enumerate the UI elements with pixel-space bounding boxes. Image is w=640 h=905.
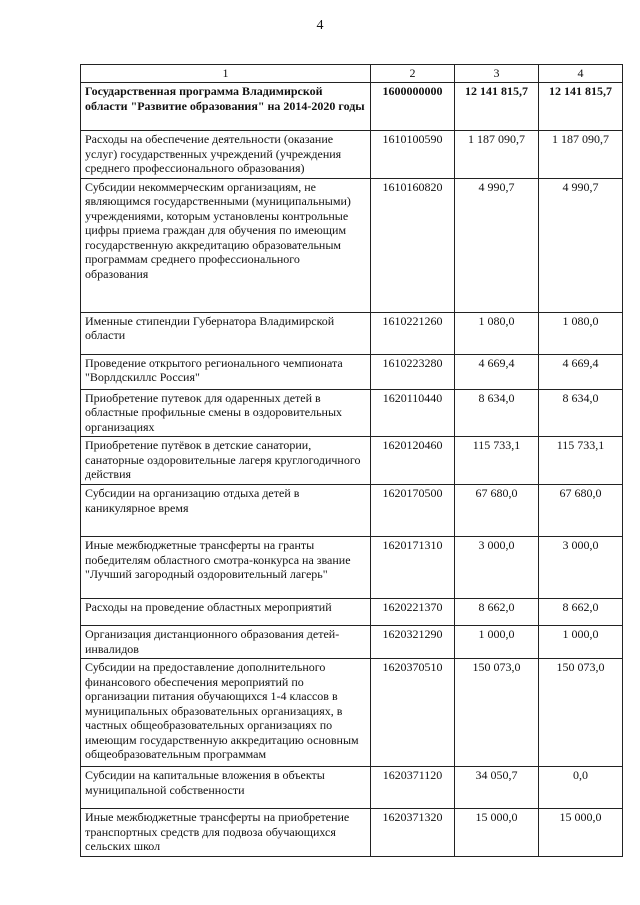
row-code-cell: 1610160820	[371, 178, 455, 312]
row-value-col4-cell: 8 634,0	[539, 389, 623, 437]
table-row	[81, 485, 623, 537]
row-value-col3-cell: 3 000,0	[455, 537, 539, 599]
table-row	[81, 389, 623, 437]
row-value-col4-cell: 8 662,0	[539, 599, 623, 626]
table-row	[81, 809, 623, 857]
row-value-col3-cell: 12 141 815,7	[455, 83, 539, 131]
row-code-cell: 1600000000	[371, 83, 455, 131]
table-header-row	[81, 65, 623, 83]
row-code-cell: 1620110440	[371, 389, 455, 437]
row-code-cell: 1620120460	[371, 437, 455, 485]
row-name-cell: Проведение открытого регионального чемпионата "Ворлдскиллс Россия"	[81, 354, 371, 389]
row-value-col3-cell: 150 073,0	[455, 659, 539, 767]
row-name-cell: Организация дистанционного образования детей-инвалидов	[81, 626, 371, 659]
row-value-col3-cell: 4 669,4	[455, 354, 539, 389]
budget-table	[80, 64, 623, 857]
table-row	[81, 599, 623, 626]
table-row	[81, 767, 623, 809]
row-code-cell: 1620171310	[371, 537, 455, 599]
column-header: 3	[455, 65, 539, 83]
row-code-cell: 1620321290	[371, 626, 455, 659]
row-code-cell: 1610221260	[371, 312, 455, 354]
row-value-col3-cell: 34 050,7	[455, 767, 539, 809]
table-row	[81, 312, 623, 354]
row-value-col3-cell: 1 080,0	[455, 312, 539, 354]
row-name-cell: Субсидии на организацию отдыха детей в каникулярное время	[81, 485, 371, 537]
row-value-col4-cell: 4 669,4	[539, 354, 623, 389]
row-value-col4-cell: 115 733,1	[539, 437, 623, 485]
row-code-cell: 1610100590	[371, 131, 455, 179]
table-row	[81, 131, 623, 179]
row-name-cell: Приобретение путевок для одаренных детей в областные профильные смены в оздоровительных организациях	[81, 389, 371, 437]
row-value-col4-cell: 1 000,0	[539, 626, 623, 659]
row-name-cell: Расходы на проведение областных мероприятий	[81, 599, 371, 626]
table-row	[81, 83, 623, 131]
row-value-col4-cell: 12 141 815,7	[539, 83, 623, 131]
row-name-cell: Государственная программа Владимирской области "Развитие образования" на 2014-2020 годы	[81, 83, 371, 131]
row-code-cell: 1620370510	[371, 659, 455, 767]
row-code-cell: 1620371320	[371, 809, 455, 857]
row-value-col4-cell: 67 680,0	[539, 485, 623, 537]
table-row	[81, 537, 623, 599]
row-code-cell: 1610223280	[371, 354, 455, 389]
row-value-col4-cell: 0,0	[539, 767, 623, 809]
row-value-col4-cell: 4 990,7	[539, 178, 623, 312]
row-value-col3-cell: 15 000,0	[455, 809, 539, 857]
row-value-col3-cell: 1 187 090,7	[455, 131, 539, 179]
row-code-cell: 1620170500	[371, 485, 455, 537]
table-row	[81, 626, 623, 659]
column-header: 2	[371, 65, 455, 83]
row-value-col4-cell: 15 000,0	[539, 809, 623, 857]
row-value-col3-cell: 4 990,7	[455, 178, 539, 312]
column-header: 4	[539, 65, 623, 83]
table-row	[81, 354, 623, 389]
table-row	[81, 437, 623, 485]
row-value-col3-cell: 8 634,0	[455, 389, 539, 437]
table-row	[81, 659, 623, 767]
row-name-cell: Приобретение путёвок в детские санатории, санаторные оздоровительные лагеря круглогодичного действия	[81, 437, 371, 485]
page-number: 4	[316, 18, 324, 33]
row-name-cell: Субсидии на предоставление дополнительного финансового обеспечения мероприятий по организации питания обучающихся 1-4 классов в муниципальных образовательных организациях, в частных общеобразовательных организациях по имеющим государственную аккредитацию основным общеобразовательным программам	[81, 659, 371, 767]
row-code-cell: 1620221370	[371, 599, 455, 626]
row-value-col3-cell: 8 662,0	[455, 599, 539, 626]
row-name-cell: Расходы на обеспечение деятельности (оказание услуг) государственных учреждений (учреждения среднего профессионального образования)	[81, 131, 371, 179]
row-value-col3-cell: 67 680,0	[455, 485, 539, 537]
row-value-col3-cell: 115 733,1	[455, 437, 539, 485]
table-row	[81, 178, 623, 312]
row-name-cell: Иные межбюджетные трансферты на приобретение транспортных средств для подвоза обучающихся сельских школ	[81, 809, 371, 857]
row-value-col3-cell: 1 000,0	[455, 626, 539, 659]
column-header: 1	[81, 65, 371, 83]
row-name-cell: Именные стипендии Губернатора Владимирской области	[81, 312, 371, 354]
row-value-col4-cell: 150 073,0	[539, 659, 623, 767]
row-value-col4-cell: 1 080,0	[539, 312, 623, 354]
row-name-cell: Субсидии на капитальные вложения в объекты муниципальной собственности	[81, 767, 371, 809]
row-value-col4-cell: 3 000,0	[539, 537, 623, 599]
row-value-col4-cell: 1 187 090,7	[539, 131, 623, 179]
row-name-cell: Иные межбюджетные трансферты на гранты победителям областного смотра-конкурса на звание "Лучший загородный оздоровительный лагерь"	[81, 537, 371, 599]
row-code-cell: 1620371120	[371, 767, 455, 809]
row-name-cell: Субсидии некоммерческим организациям, не являющимся государственными (муниципальными) учреждениями, которым установлены контрольные цифры приема граждан для обучения по имеющим государственную аккредитацию образовательным программам среднего профессионального образования	[81, 178, 371, 312]
